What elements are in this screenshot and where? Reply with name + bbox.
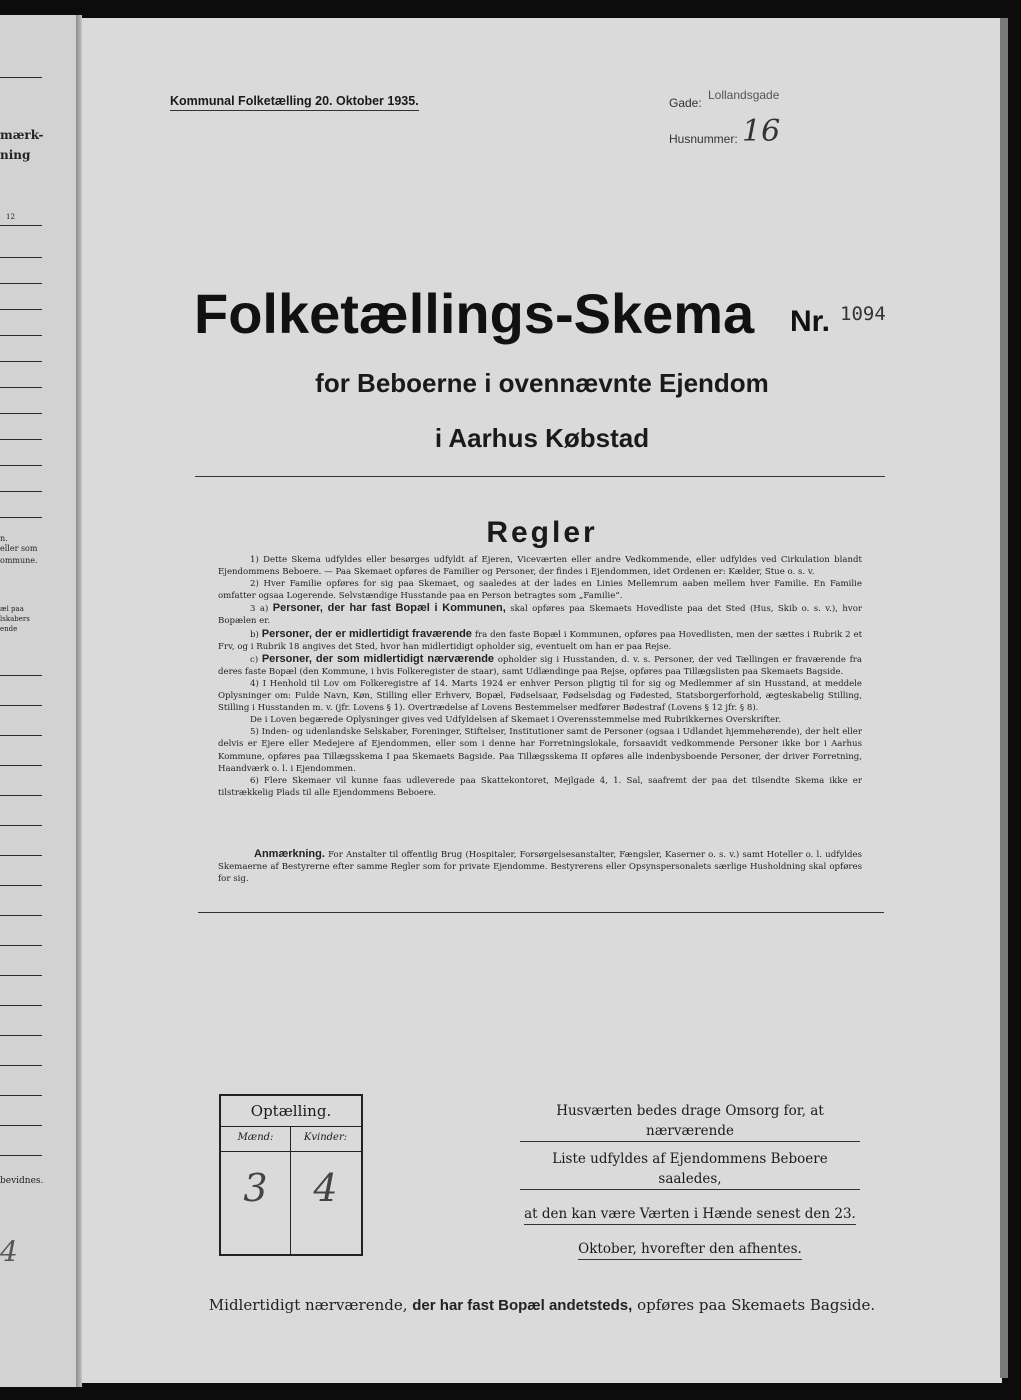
rule-6: 6) Flere Skemaer vil kunne faas udleverede paa Skattekontoret, Mejlgade 4, 1. Sal, saafremt der paa det tilsendte Skema ikke er tilstrækkelig Plads til alle Ejendommens Beboere. <box>218 775 862 798</box>
left-text: n. <box>0 534 8 543</box>
left-text: æl paa <box>0 605 24 613</box>
left-rule <box>0 225 42 226</box>
host-instructions <box>520 1101 860 1267</box>
left-rule <box>0 975 42 976</box>
left-rule <box>0 1125 42 1126</box>
left-text: ning <box>0 148 31 162</box>
form-title-main: Folketællings-Skema <box>194 282 755 345</box>
host-line: Oktober, hvorefter den afhentes. <box>578 1239 802 1260</box>
house-number-label: Husnummer: <box>669 132 738 146</box>
left-rule <box>0 465 42 466</box>
host-line: Husværten bedes drage Omsorg for, at nærværende <box>520 1101 860 1142</box>
form-number-label: Nr. <box>790 305 831 338</box>
left-rule <box>0 361 42 362</box>
census-heading: Kommunal Folketælling 20. Oktober 1935. <box>170 94 419 111</box>
form-number-value: 1094 <box>840 303 886 325</box>
left-text: ende <box>0 625 18 633</box>
rule-3c: c) Personer, der som midlertidigt nærværende opholder sig i Husstanden, d. v. s. Personer, der ved Tællingen er fraværende fra deres faste Bopæl (den Kommune, i hvis Folkeregister de staar), samt Udlændinge paa Rejse, opføres paa Tillægslisten paa Skemaets Bagside. <box>218 652 863 677</box>
left-rule <box>0 77 42 78</box>
rules-text <box>218 554 862 799</box>
left-rule <box>0 439 42 440</box>
left-rule <box>0 1065 42 1066</box>
remark-text: For Anstalter til offentlig Brug (Hospitaler, Forsørgelsesanstalter, Fængsler, Kaserner o. s. v.) samt Hoteller o. l. udfyldes Skemaerne af Bestyrerne efter samme Regler som for private Ejendomme. Bestyrerens eller Opsynspersonalets særlige Husholdning skal opføres for sig. <box>218 850 862 885</box>
host-line: at den kan være Værten i Hænde senest den 23. <box>524 1204 856 1225</box>
left-page-fragment <box>0 15 76 1387</box>
left-rule <box>0 1095 42 1096</box>
left-rule <box>0 885 42 886</box>
left-rule <box>0 675 42 676</box>
count-box <box>219 1094 363 1256</box>
left-rule <box>0 491 42 492</box>
host-line: Liste udfyldes af Ejendommens Beboere saaledes, <box>520 1149 860 1190</box>
left-text: mærk- <box>0 128 44 142</box>
count-heading: Optælling. <box>221 1096 361 1127</box>
divider <box>198 912 884 913</box>
form-location: i Aarhus Købstad <box>434 423 650 453</box>
rule-5: 5) Inden- og udenlandske Selskaber, Foreninger, Stiftelser, Institutioner samt de Personer (ogsaa i Udlandet hjemmehørende), der helt eller delvis er Ejere eller Medejere af Ejendommen, eller som i denne har Forretningslokale, forsaavidt vedkommende Personer ikke bor i Aarhus Kommune, opføres paa Tillægsskema I paa Skemaets Bagside. Paa Tillægsskema II opføres alle indenbysboende Personer, der driver Forretning, Haandværk o. l. i Ejendommen. <box>218 727 862 774</box>
left-text: ommune. <box>0 556 38 565</box>
men-count: 3 <box>243 1166 268 1210</box>
rule-2: 2) Hver Familie opføres for sig paa Skemaet, og saaledes at der lades en Linies Mellemrum aaben mellem hver Familie. En Familie omfatter ogsaa Logerende. Selvstændige Husstande paa en Person betragtes som „Familie“. <box>218 579 862 602</box>
divider <box>195 476 885 477</box>
remark-section <box>218 848 862 885</box>
left-rule <box>0 1005 42 1006</box>
remark-label: Anmærkning. <box>254 848 325 860</box>
left-rule <box>0 517 42 518</box>
left-rule <box>0 915 42 916</box>
women-count: 4 <box>313 1166 338 1210</box>
street-value: Lollandsgade <box>708 88 780 102</box>
left-rule <box>0 413 42 414</box>
left-rule <box>0 283 42 284</box>
left-text: bevidnes. <box>0 1176 44 1186</box>
count-divider <box>221 1151 361 1152</box>
left-rule <box>0 335 42 336</box>
men-label: Mænd: <box>237 1132 274 1143</box>
rule-3a: 3 a) Personer, der har fast Bopæl i Kommunen, skal opføres paa Skemaets Hovedliste paa det Sted (Hus, Skib o. s. v.), hvor Bopælen er. <box>218 602 863 627</box>
form-subtitle: for Beboerne i ovennævnte Ejendom <box>315 368 769 398</box>
rules-heading: Regler <box>486 516 598 549</box>
footer-note: Midlertidigt nærværende, der har fast Bopæl andetsteds, opføres paa Skemaets Bagside. <box>208 1296 876 1314</box>
left-text: 12 <box>6 213 15 221</box>
census-form-page <box>82 18 1002 1383</box>
left-rule <box>0 309 42 310</box>
left-rule <box>0 1035 42 1036</box>
left-rule <box>0 855 42 856</box>
left-text: eller som <box>0 544 38 553</box>
women-label: Kvinder: <box>303 1132 348 1143</box>
rule-1: 1) Dette Skema udfyldes eller besørges udfyldt af Ejeren, Viceværten eller andre Vedkommende, eller udfyldes ved Cirkulation blandt Ejendommens Beboere. — Paa Skemaet opføres de Familier og Personer, der findes i Ejendommen, idet Ordenen er: Kælder, Stue o. s. v. <box>218 555 862 578</box>
rule-4b: De i Loven begærede Oplysninger gives ved Udfyldelsen af Skemaet i Overensstemmelse med Rubrikkernes Overskrifter. <box>250 715 781 726</box>
left-handwritten: 4 <box>0 1235 18 1268</box>
left-rule <box>0 387 42 388</box>
left-rule <box>0 705 42 706</box>
rule-3b: b) Personer, der er midlertidigt fraværende fra den faste Bopæl i Kommunen, opføres paa Hovedlisten, men der sættes i Rubrik 2 et Frv, og i Rubrik 18 angives det Sted, hvor han midlertidigt opholder sig, eventuelt om han er paa Rejse. <box>218 627 863 652</box>
page-edge <box>1000 18 1008 1378</box>
left-rule <box>0 825 42 826</box>
rule-4: 4) I Henhold til Lov om Folkeregistre af 14. Marts 1924 er enhver Person pligtig til for sig og Medlemmer af sin Husstand, at meddele Oplysninger om: Fulde Navn, Køn, Stilling eller Erhverv, Bopæl, Fødselsaar, Fødselsdag og Fødested, Statsborgerforhold, ægteskabelig Stilling, Stilling i Husstanden m. v. (jfr. Lovens § 1). Overtrædelse af Lovens Bestemmelser medfører Bødestraf (Lovens § 12 jfr. § 8). <box>218 678 862 714</box>
left-rule <box>0 945 42 946</box>
left-rule <box>0 735 42 736</box>
left-text: lskabers <box>0 615 30 623</box>
left-rule <box>0 257 42 258</box>
left-rule <box>0 795 42 796</box>
left-rule <box>0 1155 42 1156</box>
street-label: Gade: <box>669 96 702 110</box>
left-rule <box>0 765 42 766</box>
house-number-value: 16 <box>742 114 781 149</box>
